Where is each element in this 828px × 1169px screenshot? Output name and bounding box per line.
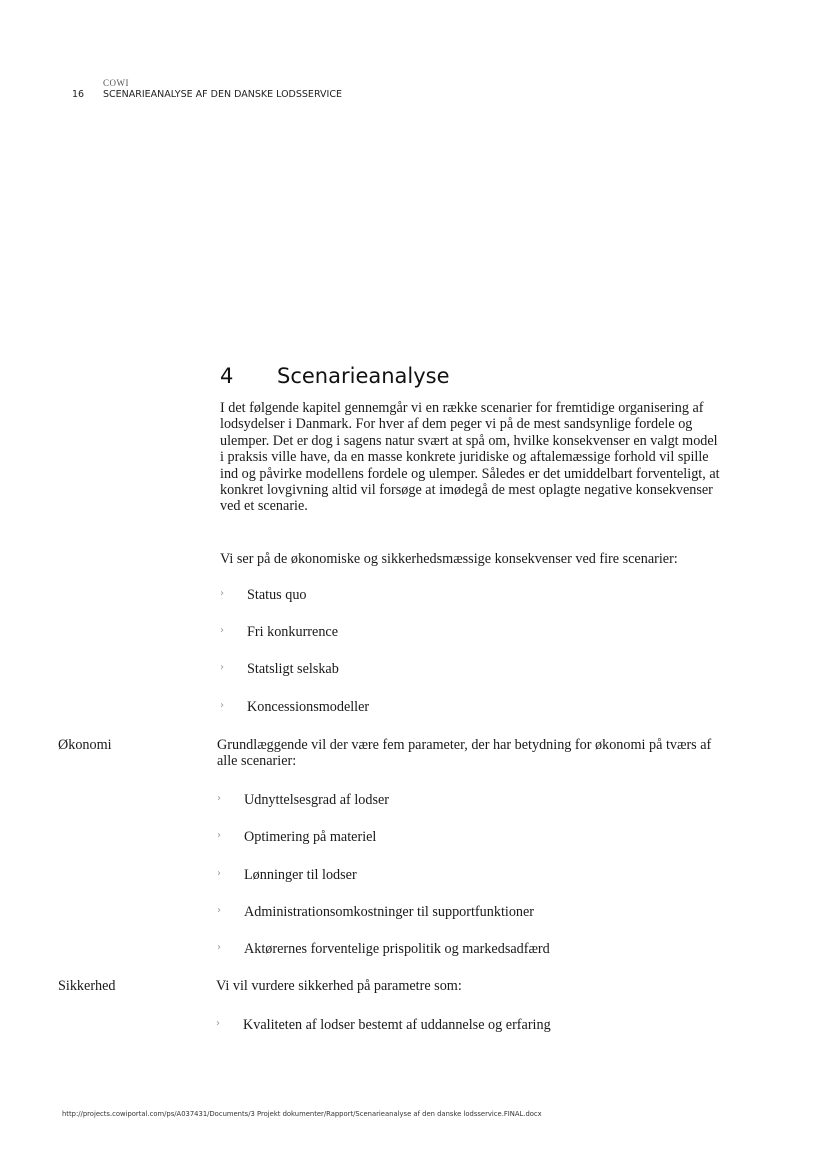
intro-paragraph: I det følgende kapitel gennemgår vi en række scenarier for fremtidige organisering af lodsydelser i Danmark. For hver af dem peger vi på de mest sandsynlige fordele og ulemper. Det er dog i sagens natur svært at spå om, hvilke konsekvenser en valgt model i praksis ville have, da en masse konkrete juridiske og aftalemæssige forhold vil spille ind og påvirke modellens fordele og ulemper. Således er det umiddelbart forventeligt, at konkret lovgivning altid vil forsøge at imødegå de mest oplagte negative konsekvenser ved et scenarie.: [220, 400, 720, 515]
margin-label-economy: Økonomi: [58, 737, 112, 753]
chevron-right-icon: ›: [220, 700, 224, 711]
list-item-text: Fri konkurrence: [247, 624, 339, 640]
list-item-text: Statsligt selskab: [247, 661, 339, 677]
running-header: [72, 89, 672, 100]
list-item-text: Optimering på materiel: [244, 829, 377, 845]
list-item-text: Lønninger til lodser: [244, 867, 357, 883]
chevron-right-icon: ›: [220, 662, 224, 673]
chevron-right-icon: ›: [217, 868, 221, 879]
chevron-right-icon: ›: [217, 942, 221, 953]
chevron-right-icon: ›: [217, 830, 221, 841]
document-path-footer: http://projects.cowiportal.com/ps/A037431/Documents/3 Projekt dokumenter/Rapport/Scenarieanalyse af den danske lodsservice.FINAL.docx: [62, 1110, 542, 1118]
chevron-right-icon: ›: [220, 588, 224, 599]
running-title: SCENARIEANALYSE AF DEN DANSKE LODSSERVICE: [103, 89, 342, 100]
chevron-right-icon: ›: [216, 1018, 220, 1029]
chevron-right-icon: ›: [217, 793, 221, 804]
chapter-heading: [220, 364, 450, 388]
list-item-text: Udnyttelsesgrad af lodser: [244, 792, 389, 808]
chevron-right-icon: ›: [217, 905, 221, 916]
chevron-right-icon: ›: [220, 625, 224, 636]
list-item-text: Kvaliteten af lodser bestemt af uddannelse og erfaring: [243, 1017, 551, 1033]
page-number: 16: [72, 89, 85, 100]
economy-lead: Grundlæggende vil der være fem parameter, der har betydning for økonomi på tværs af alle scenarier:: [217, 737, 712, 770]
list-item-text: Aktørernes forventelige prispolitik og markedsadfærd: [244, 941, 550, 957]
list-item-text: Koncessionsmodeller: [247, 699, 370, 715]
margin-label-safety: Sikkerhed: [58, 978, 116, 994]
cowi-logo: COWI: [103, 78, 129, 88]
scenarios-lead: Vi ser på de økonomiske og sikkerhedsmæssige konsekvenser ved fire scenarier:: [220, 551, 678, 567]
list-item-text: Status quo: [247, 587, 307, 603]
list-item-text: Administrationsomkostninger til supportfunktioner: [244, 904, 535, 920]
chapter-number: 4: [220, 364, 234, 388]
safety-lead: Vi vil vurdere sikkerhed på parametre som:: [216, 978, 462, 994]
chapter-title: Scenarieanalyse: [277, 364, 450, 388]
